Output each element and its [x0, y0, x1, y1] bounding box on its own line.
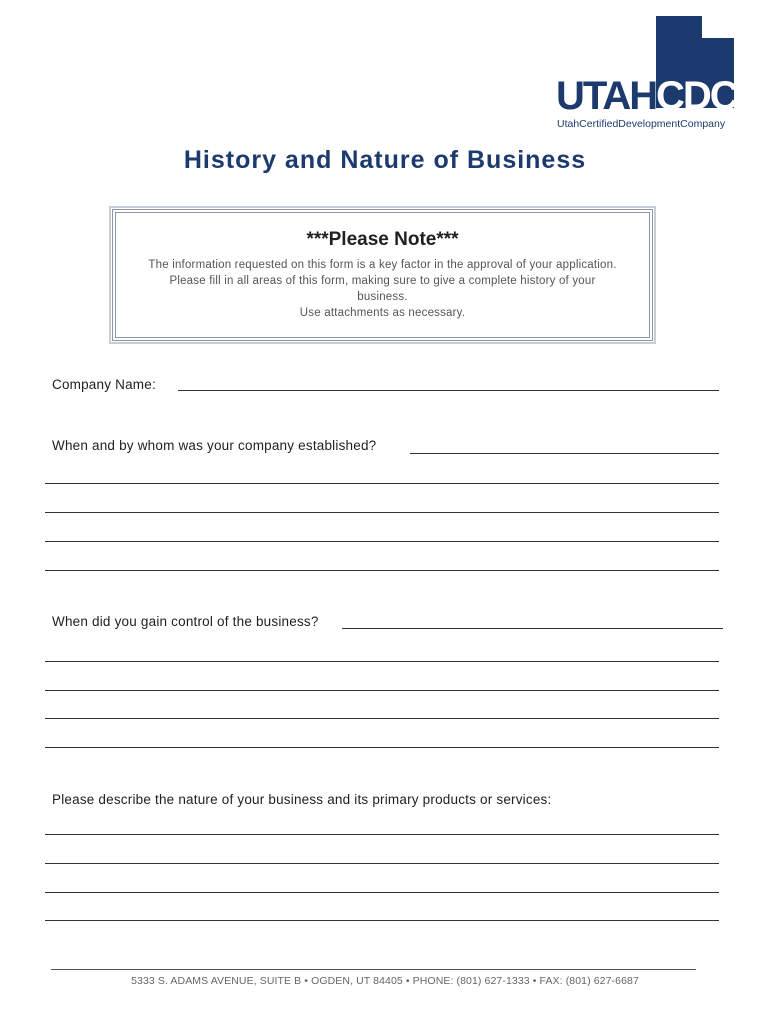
established-answer-line[interactable] — [45, 570, 719, 571]
note-line: The information requested on this form is a key factor in the approval of your application. — [148, 259, 617, 271]
page-title: History and Nature of Business — [183, 146, 587, 174]
established-answer-line[interactable] — [45, 483, 719, 484]
footer-address: 5333 S. ADAMS AVENUE, SUITE B • OGDEN, UT 84405 • PHONE: (801) 627-1333 • FAX: (801) 627-6687 — [131, 975, 639, 987]
company-name-field[interactable] — [178, 390, 719, 391]
nature-answer-line[interactable] — [45, 892, 719, 893]
note-line: Use attachments as necessary. — [299, 307, 466, 319]
logo-tagline: UtahCertifiedDevelopmentCompany — [557, 118, 726, 130]
nature-answer-line[interactable] — [45, 834, 719, 835]
control-answer-line[interactable] — [45, 747, 719, 748]
established-answer-line[interactable] — [45, 541, 719, 542]
nature-answer-line[interactable] — [45, 863, 719, 864]
control-label: When did you gain control of the business? — [52, 614, 319, 629]
control-answer-line[interactable] — [45, 718, 719, 719]
footer-divider — [51, 969, 696, 970]
established-field[interactable] — [410, 453, 719, 454]
control-field[interactable] — [342, 628, 723, 629]
note-line: Please fill in all areas of this form, making sure to give a complete history of your — [169, 275, 596, 287]
established-label: When and by whom was your company established? — [52, 438, 377, 453]
note-heading: ***Please Note*** — [306, 229, 459, 250]
logo-brand-right: CDC — [656, 74, 737, 118]
nature-answer-line[interactable] — [45, 920, 719, 921]
note-line: business. — [357, 291, 408, 303]
established-answer-line[interactable] — [45, 512, 719, 513]
control-answer-line[interactable] — [45, 661, 719, 662]
company-name-label: Company Name: — [52, 377, 156, 392]
nature-label: Please describe the nature of your business and its primary products or services: — [52, 792, 552, 807]
logo-brand-left: UTAH — [556, 74, 657, 118]
utah-cdc-logo — [552, 16, 738, 134]
note-box — [112, 209, 653, 341]
note-text — [116, 257, 649, 321]
control-answer-line[interactable] — [45, 690, 719, 691]
